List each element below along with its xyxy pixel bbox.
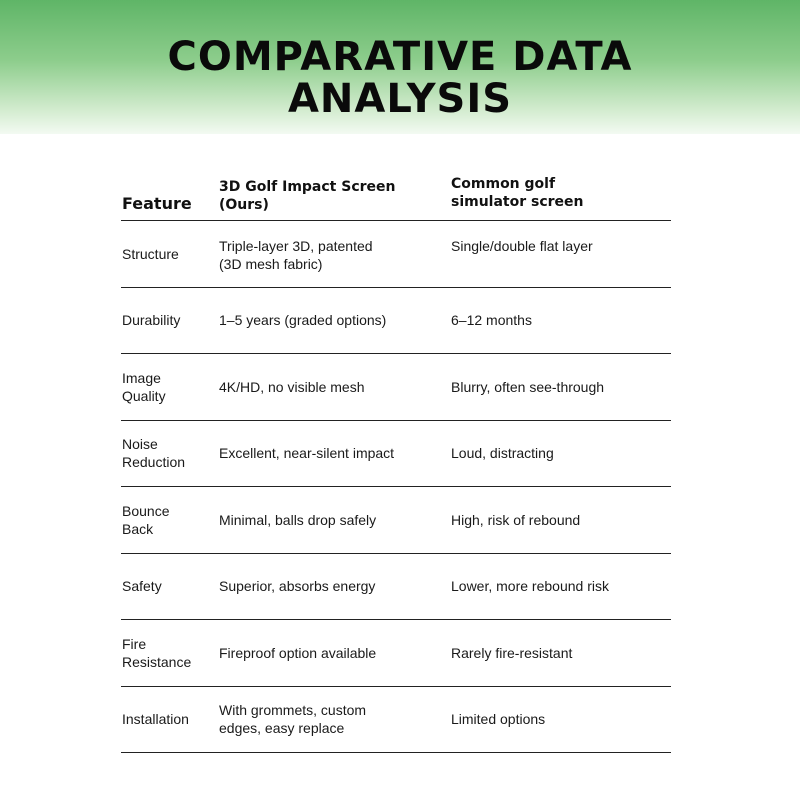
cell-common: 6–12 months [451, 312, 532, 329]
cell-common: Single/double flat layer [451, 238, 593, 254]
table-row [121, 354, 671, 421]
table-row [121, 487, 671, 554]
cell-common: Limited options [451, 711, 546, 728]
table-row [121, 554, 671, 621]
cell-ours: Excellent, near-silent impact [219, 445, 395, 462]
cell-ours: 1–5 years (graded options) [219, 312, 387, 329]
cell-ours: 4K/HD, no visible mesh [219, 378, 365, 395]
cell-feature: Durability [122, 312, 181, 329]
cell-feature: Image Quality [122, 369, 166, 404]
page-title: COMPARATIVE DATA ANALYSIS [167, 34, 633, 122]
cell-feature: Fire Resistance [122, 635, 192, 670]
table-row [121, 221, 671, 288]
table-header [121, 170, 671, 221]
cell-ours: Triple-layer 3D, patented (3D mesh fabric) [219, 238, 373, 272]
header-common: Common golf simulator screen [451, 176, 584, 210]
header-feature: Feature [122, 194, 192, 213]
cell-ours: With grommets, custom edges, easy replace [219, 702, 367, 737]
cell-common: Loud, distracting [451, 445, 554, 462]
comparison-table [121, 170, 671, 753]
header-ours: 3D Golf Impact Screen (Ours) [219, 179, 396, 213]
cell-ours: Fireproof option available [219, 644, 377, 661]
cell-common: Rarely fire-resistant [451, 644, 573, 661]
cell-feature: Structure [122, 245, 179, 262]
cell-feature: Safety [122, 578, 162, 595]
cell-common: Blurry, often see-through [451, 378, 605, 395]
table-row [121, 288, 671, 355]
cell-ours: Minimal, balls drop safely [219, 511, 377, 528]
table-row [121, 421, 671, 488]
cell-common: High, risk of rebound [451, 511, 581, 528]
cell-feature: Installation [122, 711, 189, 728]
cell-common: Lower, more rebound risk [451, 578, 609, 595]
table-row [121, 687, 671, 754]
table-row [121, 620, 671, 687]
cell-feature: Noise Reduction [122, 436, 186, 471]
cell-feature: Bounce Back [122, 502, 170, 537]
cell-ours: Superior, absorbs energy [219, 578, 376, 595]
